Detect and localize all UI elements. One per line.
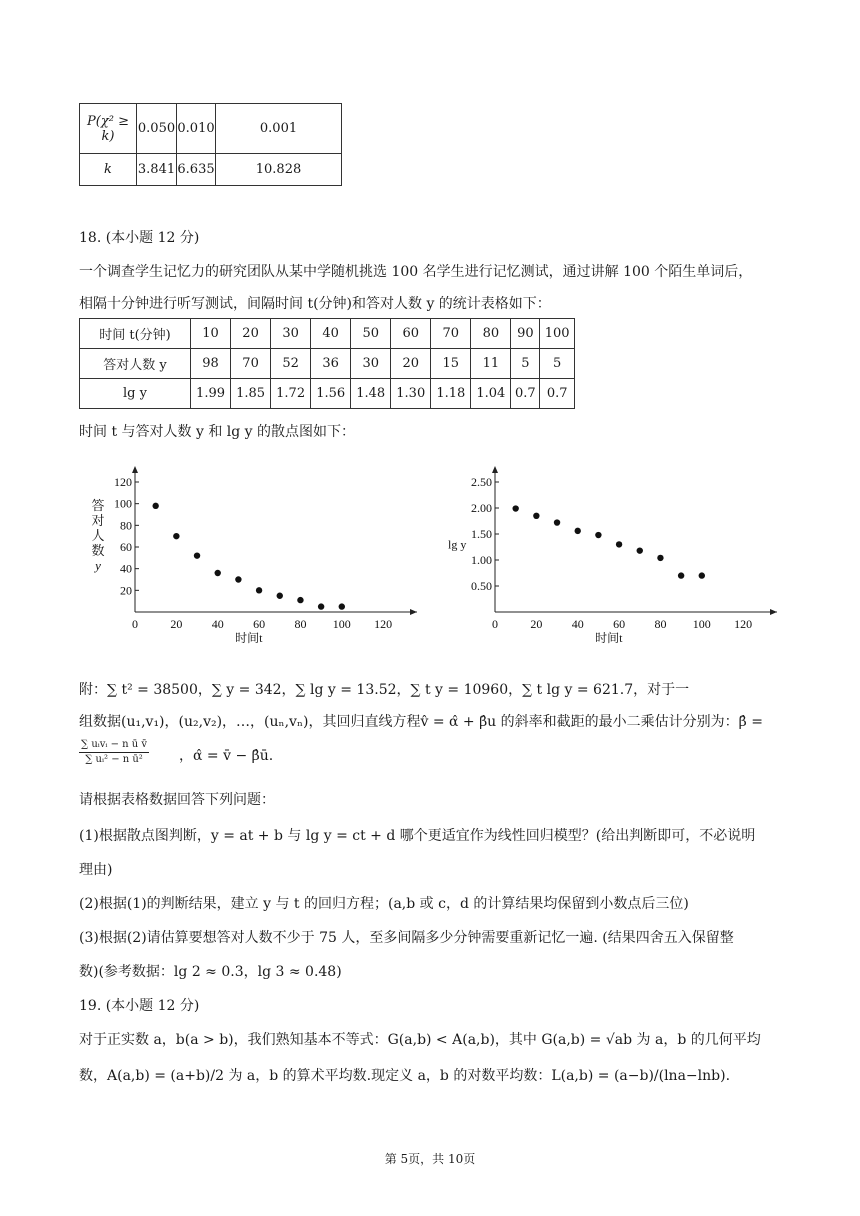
q18-heading: 18. (本小题 12 分) bbox=[79, 230, 200, 246]
table-cell: 11 bbox=[471, 349, 511, 379]
x-tick-label: 80 bbox=[654, 617, 667, 631]
y-tick-label: 60 bbox=[120, 540, 132, 554]
table-cell: 40 bbox=[311, 319, 351, 349]
table-cell: 5 bbox=[540, 349, 575, 379]
q18-part1-line1: (1)根据散点图判断，y = at + b 与 lg y = ct + d 哪个更适宜作为线性回归模型？(给出判断即可，不必说明 bbox=[79, 828, 756, 844]
chi-cell: 0.050 bbox=[137, 104, 177, 154]
table-cell: 1.04 bbox=[471, 379, 511, 409]
x-axis-label: 时间t bbox=[595, 631, 623, 645]
y-tick-label: 80 bbox=[120, 518, 132, 533]
y-tick-label: 20 bbox=[120, 583, 132, 598]
x-axis-label: 时间t bbox=[235, 631, 263, 645]
table-cell: 0.7 bbox=[540, 379, 575, 409]
appendix-line1: 附：∑ t² = 38500，∑ y = 342，∑ lg y = 13.52，∑ t y = 10960，∑ t lg y = 621.7，对于一 bbox=[79, 682, 690, 698]
q19-line1: 对于正实数 a，b(a > b)，我们熟知基本不等式：G(a,b) < A(a,b)，其中 G(a,b) = √ab 为 a，b 的几何平均 bbox=[79, 1032, 761, 1048]
x-tick-label: 100 bbox=[692, 617, 711, 631]
chi-cell: 10.828 bbox=[216, 154, 342, 186]
table-cell: 5 bbox=[511, 349, 540, 379]
x-tick-label: 80 bbox=[294, 617, 307, 631]
table-cell: 20 bbox=[391, 349, 431, 379]
table-cell: 15 bbox=[431, 349, 471, 379]
chi-cell: 0.001 bbox=[216, 104, 342, 154]
x-tick-label: 40 bbox=[211, 617, 224, 631]
table-row-label: lg y bbox=[80, 379, 191, 409]
table-cell: 98 bbox=[191, 349, 231, 379]
data-point bbox=[152, 503, 158, 509]
data-point bbox=[339, 603, 345, 609]
data-point bbox=[699, 572, 705, 578]
x-tick-label: 120 bbox=[374, 617, 393, 631]
data-point bbox=[194, 552, 200, 558]
y-tick-label: 1.00 bbox=[471, 553, 492, 567]
table-cell: 52 bbox=[271, 349, 311, 379]
q18-intro-line2: 相隔十分钟进行听写测试，间隔时间 t(分钟)和答对人数 y 的统计表格如下： bbox=[79, 296, 551, 312]
q18-part2: (2)根据(1)的判断结果，建立 y 与 t 的回归方程；(a,b 或 c，d 的计算结果均保留到小数点后三位) bbox=[79, 896, 689, 912]
x-tick-label: 60 bbox=[613, 617, 626, 631]
data-point bbox=[256, 587, 262, 593]
page-footer: 第 5页，共 10页 bbox=[384, 1152, 476, 1166]
data-point bbox=[318, 603, 324, 609]
data-point bbox=[616, 541, 622, 547]
x-tick-label: 0 bbox=[132, 617, 138, 631]
y-tick-label: 2.00 bbox=[471, 501, 492, 515]
table-cell: 10 bbox=[191, 319, 231, 349]
table-row-label: 答对人数 y bbox=[80, 349, 191, 379]
chi-cell: 3.841 bbox=[137, 154, 177, 186]
y-tick-label: 100 bbox=[114, 496, 132, 511]
scatter-plot-lgy bbox=[440, 460, 800, 660]
fraction-denominator: ∑ uᵢ² − n ū² bbox=[85, 754, 143, 765]
y-tick-label: 40 bbox=[120, 561, 132, 576]
y-axis-label-char: y bbox=[95, 558, 101, 573]
table-cell: 0.7 bbox=[511, 379, 540, 409]
table-cell: 1.99 bbox=[191, 379, 231, 409]
scatter-caption: 时间 t 与答对人数 y 和 lg y 的散点图如下： bbox=[79, 424, 356, 440]
y-tick-label: 0.50 bbox=[471, 579, 492, 593]
table-cell: 36 bbox=[311, 349, 351, 379]
data-point bbox=[512, 505, 518, 511]
chi-row1-label: P(χ² ≥ k) bbox=[80, 104, 137, 154]
scatter-plot-y bbox=[80, 460, 440, 660]
data-point bbox=[657, 555, 663, 561]
chi-cell: 0.010 bbox=[177, 104, 216, 154]
table-cell: 20 bbox=[231, 319, 271, 349]
q18-part3-line1: (3)根据(2)请估算要想答对人数不少于 75 人，至多间隔多少分钟需要重新记忆一遍. (结果四舍五入保留整 bbox=[79, 930, 734, 946]
y-axis-arrow bbox=[132, 466, 138, 473]
data-point bbox=[173, 533, 179, 539]
memory-data-table bbox=[79, 318, 575, 409]
data-point bbox=[637, 547, 643, 553]
fraction-numerator: ∑ uᵢvᵢ − n ū v̄ bbox=[79, 738, 149, 753]
q18-intro-line1: 一个调查学生记忆力的研究团队从某中学随机挑选 100 名学生进行记忆测试，通过讲解 100 个陌生单词后， bbox=[79, 264, 753, 280]
y-tick-label: 1.50 bbox=[471, 527, 492, 541]
x-tick-label: 100 bbox=[332, 617, 351, 631]
q19-heading: 19. (本小题 12 分) bbox=[79, 998, 200, 1014]
data-point bbox=[277, 593, 283, 599]
least-squares-formula bbox=[79, 738, 784, 772]
y-axis-label-char: 答 bbox=[91, 498, 105, 513]
table-cell: 1.30 bbox=[391, 379, 431, 409]
data-point bbox=[297, 597, 303, 603]
q18-part3-line2: 数)(参考数据：lg 2 ≈ 0.3，lg 3 ≈ 0.48) bbox=[79, 964, 342, 980]
x-tick-label: 0 bbox=[492, 617, 498, 631]
table-cell: 90 bbox=[511, 319, 540, 349]
table-cell: 1.85 bbox=[231, 379, 271, 409]
intercept-formula: ，α̂ = v̄ − β̂ū. bbox=[179, 748, 274, 764]
x-tick-label: 120 bbox=[734, 617, 753, 631]
y-axis-label-char: 数 bbox=[91, 543, 105, 558]
table-cell: 60 bbox=[391, 319, 431, 349]
x-tick-label: 20 bbox=[170, 617, 183, 631]
table-cell: 30 bbox=[351, 349, 391, 379]
appendix-line2: 组数据(u₁,v₁)，(u₂,v₂)，…，(uₙ,vₙ)，其回归直线方程v̂ = α̂ + β̂u 的斜率和截距的最小二乘估计分别为：β̂ = bbox=[79, 714, 763, 730]
q19-line2: 数，A(a,b) = (a+b)/2 为 a，b 的算术平均数.现定义 a，b 的对数平均数：L(a,b) = (a−b)/(lna−lnb). bbox=[79, 1068, 731, 1084]
x-tick-label: 60 bbox=[253, 617, 266, 631]
chi-cell: 6.635 bbox=[177, 154, 216, 186]
y-tick-label: 2.50 bbox=[471, 475, 492, 489]
table-cell: 100 bbox=[540, 319, 575, 349]
x-tick-label: 40 bbox=[571, 617, 584, 631]
table-cell: 70 bbox=[231, 349, 271, 379]
chi-square-table bbox=[79, 103, 342, 186]
x-axis-arrow bbox=[410, 609, 417, 615]
table-cell: 30 bbox=[271, 319, 311, 349]
y-axis-label-char: 人 bbox=[91, 528, 105, 543]
data-point bbox=[215, 570, 221, 576]
y-axis-label-char: 对 bbox=[91, 513, 105, 528]
table-cell: 1.48 bbox=[351, 379, 391, 409]
data-point bbox=[533, 513, 539, 519]
y-tick-label: 120 bbox=[114, 475, 132, 489]
data-point bbox=[575, 528, 581, 534]
slope-fraction bbox=[79, 738, 149, 767]
y-axis-label: lg y bbox=[448, 537, 467, 552]
table-row-label: 时间 t(分钟) bbox=[80, 319, 191, 349]
table-cell: 50 bbox=[351, 319, 391, 349]
table-cell: 1.18 bbox=[431, 379, 471, 409]
data-point bbox=[678, 572, 684, 578]
data-point bbox=[554, 519, 560, 525]
q18-part1-line2: 理由) bbox=[79, 862, 113, 878]
table-cell: 70 bbox=[431, 319, 471, 349]
table-cell: 1.72 bbox=[271, 379, 311, 409]
chi-row2-label: k bbox=[80, 154, 137, 186]
x-axis-arrow bbox=[770, 609, 777, 615]
q18-prompt: 请根据表格数据回答下列问题： bbox=[79, 792, 275, 808]
table-cell: 1.56 bbox=[311, 379, 351, 409]
table-cell: 80 bbox=[471, 319, 511, 349]
y-axis-arrow bbox=[492, 466, 498, 473]
data-point bbox=[595, 532, 601, 538]
x-tick-label: 20 bbox=[530, 617, 543, 631]
data-point bbox=[235, 576, 241, 582]
